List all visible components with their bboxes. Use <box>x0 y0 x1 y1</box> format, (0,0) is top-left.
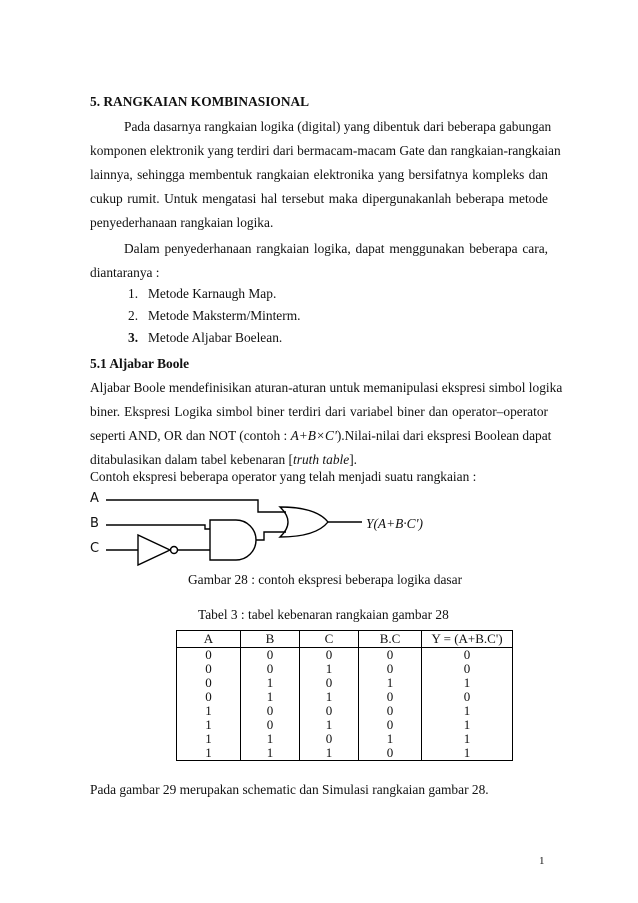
closing-paragraph: Pada gambar 29 merupakan schematic dan Simulasi rangkaian gambar 28. <box>90 782 489 797</box>
input-label-b: B <box>90 516 99 531</box>
output-label: Y(A+B·C') <box>366 516 423 531</box>
table-cell: 1 <box>205 717 212 732</box>
section-heading: 5. RANGKAIAN KOMBINASIONAL <box>90 94 310 109</box>
table-cell: 1 <box>325 745 333 760</box>
truth-table <box>176 630 513 761</box>
table-cell: 0 <box>386 717 394 732</box>
table-cell: 1 <box>205 731 212 746</box>
table-cell: 0 <box>386 745 394 760</box>
column-a <box>177 648 241 761</box>
table-cell: 0 <box>386 661 394 676</box>
table-cell: 0 <box>325 731 333 746</box>
method-number: 3. <box>128 330 139 345</box>
input-label-c: C <box>90 541 100 556</box>
table-cell: 1 <box>463 703 471 718</box>
text-segment: ).Nilai-nilai dari ekspresi Boolean dapat <box>336 428 552 443</box>
table-cell: 1 <box>325 717 333 732</box>
wire-a <box>106 500 286 512</box>
column-b <box>241 648 300 761</box>
figure-caption: Gambar 28 : contoh ekspresi beberapa logika dasar <box>188 572 463 587</box>
method-item: Metode Karnaugh Map. <box>148 286 277 301</box>
table-cell: 0 <box>266 647 274 662</box>
table-cell: 0 <box>266 661 274 676</box>
table-cell: 1 <box>325 689 333 704</box>
table-cell: 1 <box>266 731 274 746</box>
table-body-row <box>177 648 513 761</box>
paragraph-2-line-2: diantaranya : <box>90 265 160 280</box>
paragraph-2-line-1: Dalam penyederhanaan rangkaian logika, dapat menggunakan beberapa cara, <box>124 241 548 256</box>
table-cell: 1 <box>266 689 274 704</box>
table-cell: 1 <box>463 675 471 690</box>
table-cell: 1 <box>266 745 274 760</box>
page-number: 1 <box>539 855 545 867</box>
table-cell: 0 <box>386 647 394 662</box>
subsection-heading: 5.1 Aljabar Boole <box>90 356 190 371</box>
table-header: Y = (A+B.C') <box>422 631 513 648</box>
table-cell: 1 <box>205 703 212 718</box>
table-cell: 1 <box>266 675 274 690</box>
table-cell: 0 <box>205 689 212 704</box>
paragraph-1-line-1: Pada dasarnya rangkaian logika (digital) yang dibentuk dari beberapa gabungan <box>124 119 552 134</box>
table-header: B <box>241 631 300 648</box>
table-cell: 1 <box>325 661 333 676</box>
input-label-a: A <box>90 491 99 506</box>
method-item: Metode Maksterm/Minterm. <box>148 308 301 323</box>
text-segment: ]. <box>349 452 357 467</box>
table-cell: 0 <box>386 689 394 704</box>
paragraph-1-line-5: penyederhanaan rangkaian logika. <box>90 215 274 230</box>
wire-b <box>106 525 210 529</box>
and-gate <box>210 520 256 560</box>
table-cell: 1 <box>463 745 471 760</box>
table-cell: 1 <box>463 731 471 746</box>
method-item: Metode Aljabar Boelean. <box>148 330 283 345</box>
or-gate <box>280 507 328 537</box>
table-cell: 0 <box>325 703 333 718</box>
column-c <box>300 648 359 761</box>
paragraph-1-line-3: lainnya, sehingga membentuk rangkaian elektronika yang bersifatnya kompleks dan <box>90 167 548 182</box>
paragraph-3-line-2: biner. Ekspresi Logika simbol biner terdiri dari variabel biner dan operator–operator <box>90 404 548 419</box>
table-cell: 0 <box>463 661 471 676</box>
text-segment: seperti AND, OR dan NOT (contoh : <box>90 428 291 443</box>
table-header: A <box>177 631 241 648</box>
paragraph-1-line-4: cukup rumit. Untuk mengatasi hal tersebut maka dipergunakanlah beberapa metode <box>90 191 548 206</box>
table-cell: 0 <box>266 717 274 732</box>
table-cell: 0 <box>463 647 471 662</box>
method-number: 2. <box>128 308 139 323</box>
table-cell: 0 <box>205 661 212 676</box>
table-cell: 0 <box>205 647 212 662</box>
expression: A+B×C' <box>290 428 337 443</box>
table-cell: 0 <box>266 703 274 718</box>
table-cell: 1 <box>386 731 394 746</box>
table-cell: 0 <box>325 675 333 690</box>
table-header: B.C <box>359 631 422 648</box>
table-caption: Tabel 3 : tabel kebenaran rangkaian gambar 28 <box>198 607 449 622</box>
table-header: C <box>300 631 359 648</box>
circuit-intro: Contoh ekspresi beberapa operator yang telah menjadi suatu rangkaian : <box>90 469 477 484</box>
paragraph-1-line-2: komponen elektronik yang terdiri dari bermacam-macam Gate dan rangkaian-rangkaian <box>90 143 561 158</box>
table-header-row <box>177 631 513 648</box>
column-y <box>422 648 513 761</box>
table-cell: 1 <box>386 675 394 690</box>
table-cell: 0 <box>463 689 471 704</box>
term-emphasis: truth table <box>293 452 350 467</box>
table-cell: 0 <box>325 647 333 662</box>
table-cell: 0 <box>205 675 212 690</box>
table-cell: 1 <box>205 745 212 760</box>
paragraph-3-line-1: Aljabar Boole mendefinisikan aturan-aturan untuk memanipulasi ekspresi simbol logika <box>90 380 563 395</box>
method-number: 1. <box>128 286 139 301</box>
column-bc <box>359 648 422 761</box>
table-cell: 1 <box>463 717 471 732</box>
not-gate <box>138 535 170 565</box>
text-segment: ditabulasikan dalam tabel kebenaran [ <box>90 452 294 467</box>
table-cell: 0 <box>386 703 394 718</box>
